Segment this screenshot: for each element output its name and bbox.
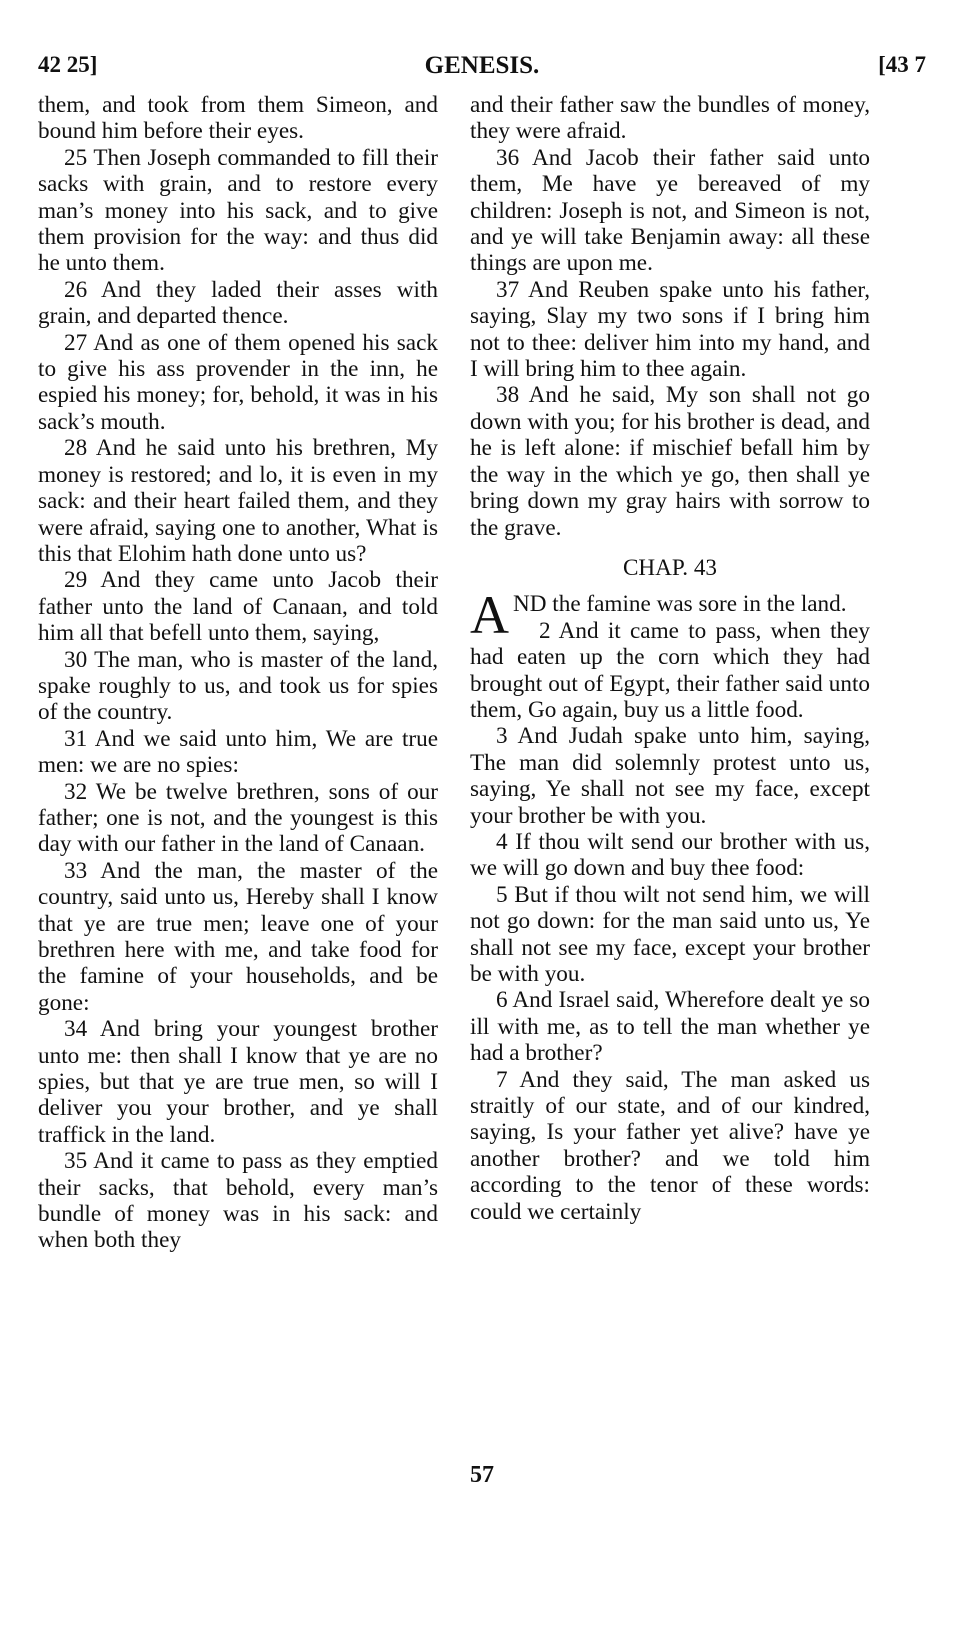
left-column (38, 92, 438, 1254)
verse: 34 And bring your youngest brother unto me: then shall I know that ye are no spies, but that ye are true men, so will I deliver you your brother, and ye shall traffick in the land. (38, 1016, 438, 1148)
continued-verse-text: them, and took from them Simeon, and bound him before their eyes. (38, 92, 438, 145)
running-header (38, 52, 926, 82)
verse: 30 The man, who is master of the land, spake roughly to us, and took us for spies of the country. (38, 646, 438, 726)
verse: 31 And we said unto him, We are true men: we are no spies: (38, 725, 438, 779)
verse: 5 But if thou wilt not send him, we will not go down: for the man said unto us, Ye shall not see my face, except your brother be with you. (470, 881, 870, 987)
verse: 28 And he said unto his brethren, My money is restored; and lo, it is even in my sack: and their heart failed them, and they were afraid, saying one to another, What is this that Elohim hath done unto us? (38, 435, 438, 567)
continued-verse-text: and their father saw the bundles of money, they were afraid. (470, 92, 870, 145)
chapter-first-verse (470, 585, 870, 646)
verse: 35 And it came to pass as they emptied their sacks, that behold, every man’s bundle of money was in his sack: and when both they (38, 1148, 438, 1254)
verse: 6 And Israel said, Wherefore dealt ye so ill with me, as to tell the man whether ye had a brother? (470, 987, 870, 1067)
header-right-reference: [43 7 (878, 52, 926, 77)
right-column (470, 92, 870, 1225)
page-title: GENESIS. (424, 52, 540, 79)
drop-cap: A (470, 585, 509, 646)
right-column-verses-before (470, 92, 870, 541)
page-number: 57 (470, 1462, 494, 1488)
verse: 33 And the man, the master of the country, said unto us, Hereby shall I know that ye are true men; leave one of your brethren here with me, and take food for the famine of your households, and be gone: (38, 857, 438, 1016)
verse: 37 And Reuben spake unto his father, saying, Slay my two sons if I bring him not to thee: deliver him into my hand, and I will bring him to thee again. (470, 276, 870, 383)
chapter-heading: CHAP. 43 (622, 554, 718, 581)
verse: 4 If thou wilt send our brother with us, we will go down and buy thee food: (470, 828, 870, 882)
verse: 3 And Judah spake unto him, saying, The man did solemnly protest unto us, saying, Ye shall not see my face, except your brother be with you. (470, 723, 870, 829)
verse: 2 And it came to pass, when they had eaten up the corn which they had brought out of Egypt, their father said unto them, Go again, buy us a little food. (470, 617, 870, 723)
right-column-verses-after (470, 618, 870, 1225)
verse: 29 And they came unto Jacob their father unto the land of Canaan, and told him all that befell unto them, saying, (38, 567, 438, 647)
verse: 26 And they laded their asses with grain, and departed thence. (38, 276, 438, 330)
header-left-reference: 42 25] (38, 52, 98, 77)
verse: 7 And they said, The man asked us straitly of our state, and of our kindred, saying, Is your father yet alive? have ye another brother? and we told him according to the tenor of these words: could we certainly (470, 1066, 870, 1225)
verse: 36 And Jacob their father said unto them, Me have ye bereaved of my children: Joseph is not, and Simeon is not, and ye will take Benjamin away: all these things are upon me. (470, 144, 870, 277)
verse: 25 Then Joseph commanded to fill their sacks with grain, and to restore every man’s money into his sack, and to give them provision for the way: and thus did he unto them. (38, 144, 438, 277)
verse: 32 We be twelve brethren, sons of our father; one is not, and the youngest is this day with our father in the land of Canaan. (38, 778, 438, 858)
verse: 27 And as one of them opened his sack to give his ass provender in the inn, he espied his money; for, behold, it was in his sack’s mouth. (38, 329, 438, 435)
verse: 38 And he said, My son shall not go down with you; for his brother is dead, and he is left alone: if mischief befall him by the way in the which ye go, then shall ye bring down my gray hairs with sorrow to the grave. (470, 382, 870, 541)
chapter-first-verse-text: ND the famine was sore in the land. (513, 591, 847, 618)
